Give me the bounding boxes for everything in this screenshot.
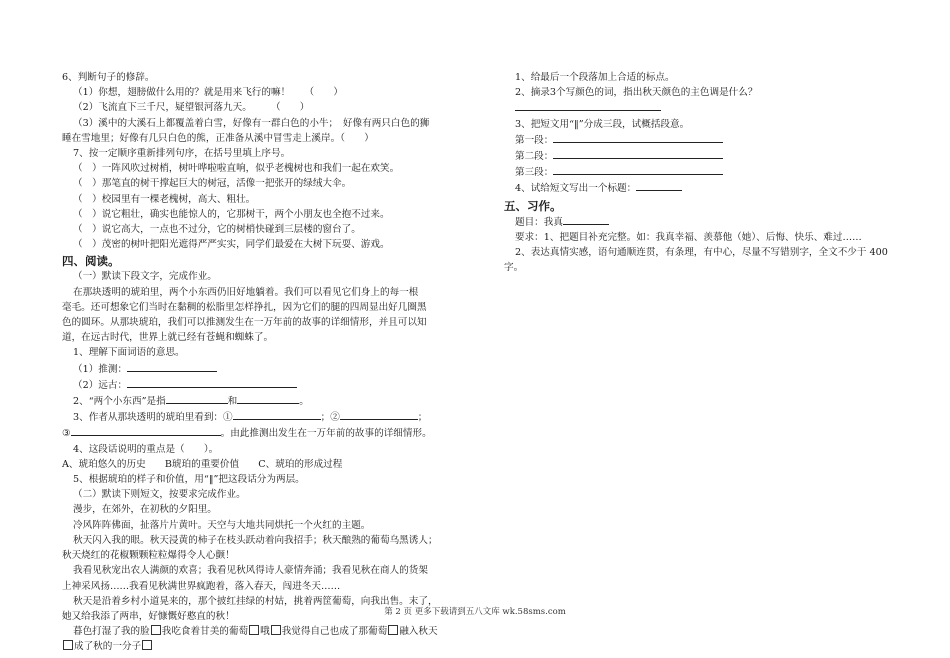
left-column — [62, 70, 498, 655]
q3-text-b: ；② — [320, 412, 340, 424]
q7-title: 7、按一定顺序重新排列句序，在括号里填上序号。 — [73, 148, 291, 160]
answer-blank[interactable] — [166, 393, 228, 404]
reading-2-line: 上神采风扬……我看见秋满世界疯跑着，落入春天，闯进冬天…… — [62, 580, 341, 592]
q3-text-c: ； — [417, 412, 428, 424]
answer-blank[interactable] — [515, 100, 661, 111]
right-q3: 3、把短文用“‖”分成三段，试概括段意。 — [515, 118, 690, 130]
q1a-label: （1）推测： — [73, 363, 128, 375]
punctuation-box[interactable] — [142, 640, 152, 650]
answer-blank[interactable] — [233, 409, 321, 420]
reading-2-line: 她又给我添了两串，好慷慨好憨直的秋！ — [62, 610, 235, 622]
punct-text: 成了秋的一分子 — [74, 641, 142, 653]
q2-text-a: 2、“两个小东西”是指 — [73, 396, 166, 408]
answer-blank[interactable] — [553, 132, 723, 143]
essay-topic-label: 题目：我真 — [515, 216, 563, 228]
paragraph-1-row — [504, 132, 904, 148]
right-q2: 2、摘录3个写颜色的词，指出秋天颜色的主色调是什么？ — [515, 87, 758, 99]
reading-2-punct-line — [62, 624, 498, 639]
right-q4 — [504, 180, 904, 196]
reading-1-q3-cont — [62, 425, 498, 441]
reading-2-line: 我看见秋宠出农人满颜的欢喜；我看见秋风得诗人豪情奔涌；我看见秋在商人的货架 — [73, 565, 428, 577]
right-column — [504, 70, 904, 275]
answer-blank[interactable] — [340, 409, 418, 420]
reading-1-q2 — [62, 393, 498, 409]
punct-text: 暮色打湿了我的脸 — [73, 626, 150, 638]
q6-item-2: （2）飞流直下三千尺，疑望银河落九天。 （ ） — [73, 102, 310, 114]
page-footer: 第 2 页 更多下载请到五八文库 wk.58sms.com — [384, 607, 566, 617]
reading-2-line: 秋天烧红的花椒颗颗粒粒爆得令人心颤！ — [62, 550, 235, 562]
essay-requirement-2-cont: 字。 — [504, 262, 524, 274]
paragraph-2-label: 第二段： — [515, 151, 554, 163]
answer-blank[interactable] — [553, 148, 723, 159]
reading-1-q5: 5、根据琥珀的样子和价值，用“‖”把这段话分为两层。 — [73, 474, 305, 486]
paragraph-3-row — [504, 164, 904, 180]
punctuation-box[interactable] — [249, 625, 259, 635]
paragraph-1-label: 第一段： — [515, 134, 554, 146]
reading-1-q3 — [62, 409, 498, 425]
reading-2-line: 冷风阵阵佛面，扯落片片黄叶。天空与大地共同烘托一个火红的主题。 — [73, 519, 371, 531]
section-4-heading: 四、阅读。 — [62, 254, 120, 269]
reading-1-q4: 4、这段话说明的重点是（ ）。 — [73, 443, 219, 455]
q6-item-3b: 睡在雪地里；好像有几只白色的熊，正准备从溪中冒雪走上溪岸。（ ） — [62, 132, 374, 144]
q3-text-a: 3、作者从那块透明的琥珀里看到：① — [73, 412, 233, 424]
reading-2-punct-line — [62, 639, 498, 654]
right-q2-answer — [504, 100, 904, 116]
reading-2-title: （二）默读下则短文，按要求完成作业。 — [73, 489, 246, 501]
punctuation-box[interactable] — [151, 625, 161, 635]
punct-text: 哦 — [260, 626, 270, 638]
answer-blank[interactable] — [127, 361, 217, 372]
q7-item-6: （ ）茂密的树叶把阳光遮得严严实实，同学们最爱在大树下玩耍、游戏。 — [73, 239, 390, 251]
section-5-heading: 五、习作。 — [504, 198, 562, 213]
reading-1-para: 色的圆环。从那块琥珀，我们可以推测发生在一万年前的故事的详细情形，并且可以知 — [62, 317, 427, 329]
q7-item-5: （ ）说它高大，一点也不过分，它的树梢快碰到三层楼的窗台了。 — [73, 224, 361, 236]
reading-2-line: 秋天是沿着乡村小道晃来的，那个披红挂绿的村姑，挑着两筐葡萄，向我出售。末了， — [73, 595, 438, 607]
reading-1-para: 道，在远古时代，世界上就已经有苍蝇和蜘蛛了。 — [62, 332, 274, 344]
punctuation-box[interactable] — [63, 640, 73, 650]
reading-1-title: （一）默读下段文字，完成作业。 — [73, 271, 217, 283]
punctuation-box[interactable] — [271, 625, 281, 635]
answer-blank[interactable] — [237, 393, 299, 404]
q2-text-c: 。 — [299, 396, 309, 408]
q6-item-1: （1）你想，翅膀做什么用的？就是用来飞行的嘛！ （ ） — [73, 87, 343, 99]
q3-text-e: 。由此推测出发生在一万年前的故事的详细情形。 — [220, 428, 432, 440]
answer-blank[interactable] — [71, 425, 221, 436]
q3-text-d: ③ — [62, 428, 71, 440]
punct-text: 我觉得自己也成了那葡萄 — [281, 626, 388, 638]
reading-1-q1b — [62, 377, 498, 393]
q7-item-3: （ ）校园里有一棵老槐树，高大、粗壮。 — [73, 193, 256, 205]
reading-2-line: 秋天闪入我的眼。秋天浸黄的柿子在枝头跃动着向我招手；秋天酿熟的葡萄乌黑诱人； — [73, 534, 438, 546]
reading-2-line: 漫步，在郊外，在初秋的夕阳里。 — [73, 504, 217, 516]
answer-blank[interactable] — [553, 164, 723, 175]
q4-label: 4、试给短文写出一个标题： — [515, 183, 637, 195]
reading-1-para: 毫毛。还可想象它们当时在黏稠的松脂里怎样挣扎，因为它们的腿的四周显出好几圈黑 — [62, 301, 427, 313]
answer-blank[interactable] — [636, 180, 682, 191]
punct-text: 融入秋天 — [399, 626, 438, 638]
q1b-label: （2）远古： — [73, 379, 128, 391]
punctuation-box[interactable] — [388, 625, 398, 635]
reading-1-q1: 1、理解下面词语的意思。 — [73, 347, 185, 359]
q7-item-4: （ ）说它粗壮，确实也能惊人的，它那树干，两个小朋友也全抱不过来。 — [73, 208, 390, 220]
q7-item-2: （ ）那笔直的树干撑起巨大的树冠，活像一把张开的绿绒大伞。 — [73, 178, 352, 190]
essay-topic — [504, 214, 904, 230]
essay-requirement-2: 2、表达真情实感，语句通顺连贯，有条理，有中心，尽量不写错别字，全文不少于 400 — [515, 247, 888, 259]
punct-text: 我吃食着甘美的葡萄 — [161, 626, 249, 638]
q7-item-1: （ ）一阵风吹过树梢，树叶哗啦啦直响，似乎老槐树也和我们一起在欢笑。 — [73, 163, 400, 175]
paragraph-2-row — [504, 148, 904, 164]
reading-1-q4-options: A、琥珀悠久的历史 B琥珀的重要价值 C、琥珀的形成过程 — [62, 458, 343, 470]
reading-1-para: 在那块透明的琥珀里，两个小东西仍旧好地躺着。我们可以看见它们身上的每一根 — [73, 286, 419, 298]
essay-requirement-1: 要求：1、把题目补充完整。如：我真幸福、羡慕他（她）、后悔、快乐、难过…… — [515, 231, 862, 243]
q6-item-3a: （3）溪中的大溪石上都覆盖着白雪，好像有一群白色的小牛； 好像有两只白色的狮 — [73, 117, 430, 129]
paragraph-3-label: 第三段： — [515, 167, 554, 179]
q2-text-b: 和 — [227, 396, 238, 408]
reading-1-q1a — [62, 361, 498, 377]
right-q1: 1、给最后一个段落加上合适的标点。 — [515, 72, 675, 83]
answer-blank[interactable] — [563, 214, 609, 225]
q6-title: 6、判断句子的修辞。 — [62, 72, 155, 83]
answer-blank[interactable] — [127, 377, 297, 388]
